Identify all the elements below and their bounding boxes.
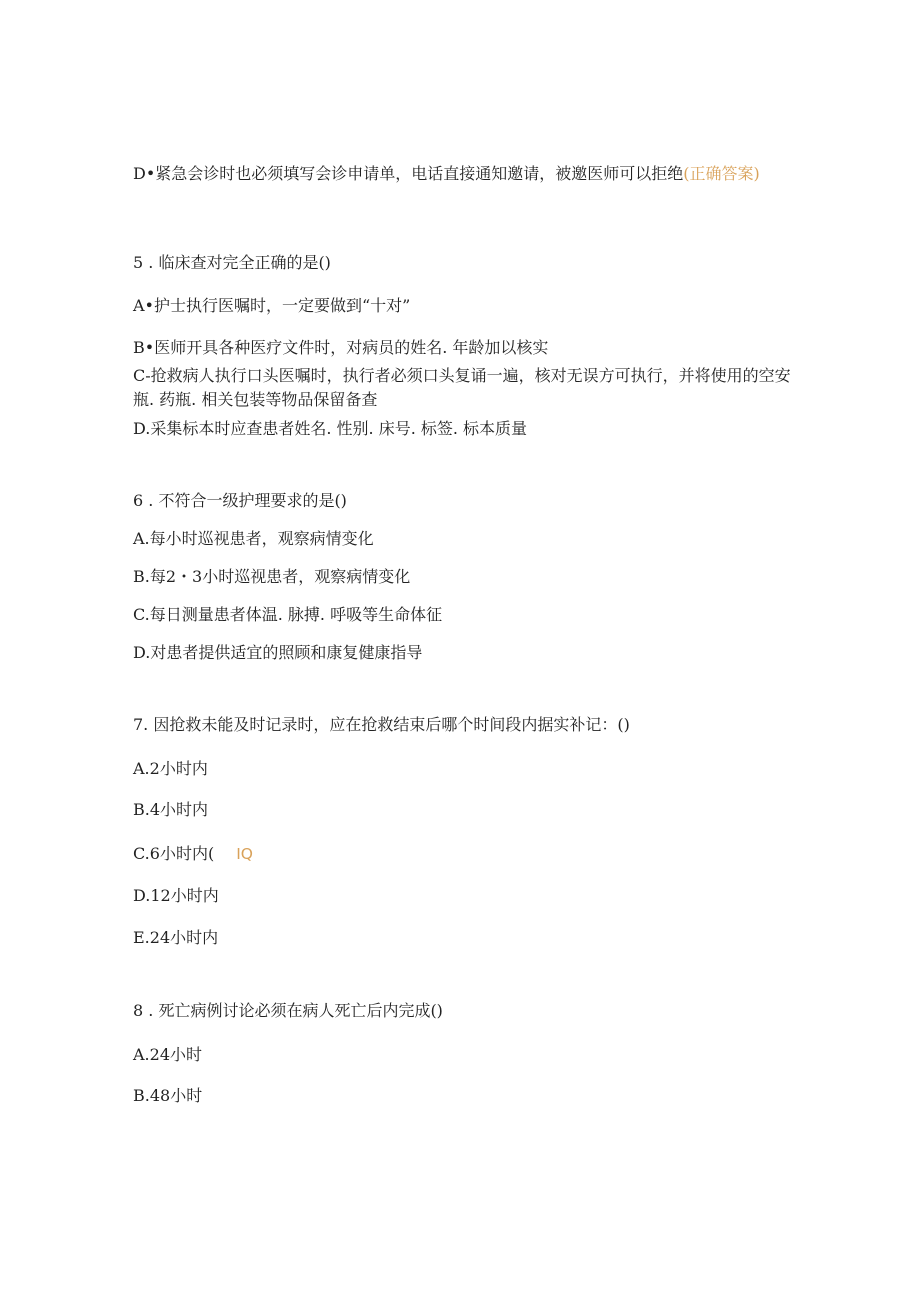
q6-option-d: D.对患者提供适宜的照顾和康复健康指导	[133, 643, 423, 662]
q6-option-a: A.每小时巡视患者，观察病情变化	[133, 529, 374, 548]
q6-option-b: B.每2・3小时巡视患者，观察病情变化	[133, 567, 411, 586]
q5-option-b: B•医师开具各种医疗文件时，对病员的姓名. 年龄加以核实	[133, 338, 549, 357]
q8-option-b: B.48小时	[133, 1086, 203, 1105]
q7-option-c	[133, 842, 793, 866]
q5-option-a: A•护士执行医嘱时，一定要做到“十对”	[133, 296, 411, 315]
q8-option-a: A.24小时	[133, 1045, 203, 1064]
q4-option-d-answer-mark: (正确答案)	[683, 164, 760, 183]
q7-option-c-answer-mark: IQ	[236, 845, 253, 863]
q7-option-b: B.4小时内	[133, 800, 209, 819]
q7-option-a: A.2小时内	[133, 759, 208, 778]
q5-option-d: D.采集标本时应查患者姓名. 性别. 床号. 标签. 标本质量	[133, 419, 528, 438]
q4-option-d	[133, 162, 793, 186]
q5-option-c: C-抢救病人执行口头医嘱时，执行者必须口头复诵一遍，核对无误方可执行，并将使用的空安瓶. 药瓶. 相关包装等物品保留备查	[133, 366, 791, 409]
q4-option-d-text: D•紧急会诊时也必须填写会诊申请单，电话直接通知邀请，被邀医师可以拒绝	[133, 164, 684, 183]
q6-title: 6 . 不符合一级护理要求的是()	[133, 491, 347, 510]
q5-title: 5 . 临床查对完全正确的是()	[133, 253, 331, 272]
q7-option-c-text: C.6小时内(	[133, 844, 215, 863]
q7-option-e: E.24小时内	[133, 928, 219, 947]
q8-title: 8 . 死亡病例讨论必须在病人死亡后内完成()	[133, 1001, 443, 1020]
q7-title: 7. 因抢救未能及时记录时，应在抢救结束后哪个时间段内据实补记：()	[133, 715, 630, 734]
q7-option-d: D.12小时内	[133, 886, 219, 905]
q6-option-c: C.每日测量患者体温. 脉搏. 呼吸等生命体征	[133, 605, 443, 624]
